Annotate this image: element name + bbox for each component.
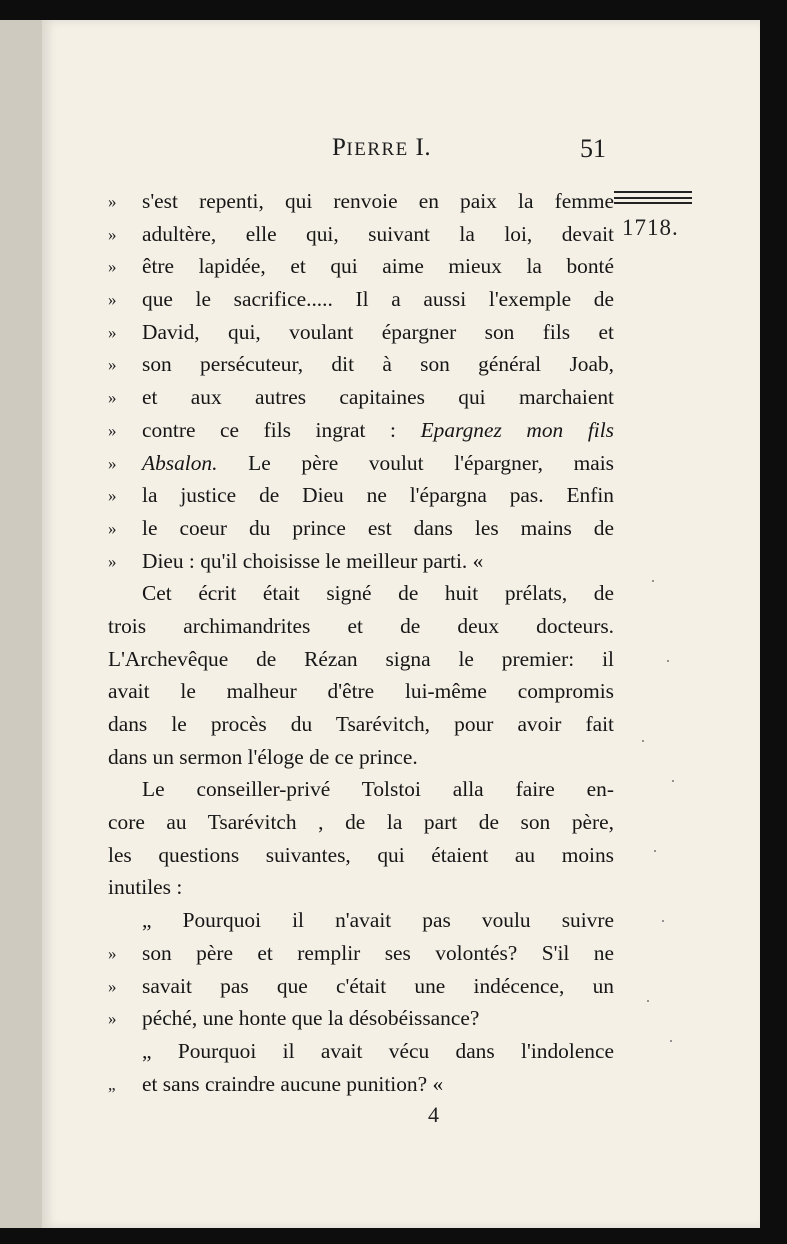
text-line — [108, 871, 614, 904]
line-text: adultère, elle qui, suivant la loi, devait — [142, 221, 614, 246]
line-text: avait le malheur d'être lui-même compromis — [108, 679, 614, 704]
text-line — [108, 675, 614, 708]
quote-mark: » — [108, 943, 117, 963]
text-line — [108, 348, 614, 381]
text-line — [108, 316, 614, 349]
line-text: son persécuteur, dit à son général Joab, — [142, 352, 614, 377]
body-text — [108, 185, 614, 1100]
line-text: que le sacrifice..... Il a aussi l'exemple de — [142, 287, 614, 312]
text-line — [108, 577, 614, 610]
line-text: Le conseiller-privé Tolstoi alla faire en- — [142, 777, 614, 802]
line-text: être lapidée, et qui aime mieux la bonté — [142, 254, 614, 279]
text-line — [108, 806, 614, 839]
line-text: et aux autres capitaines qui marchaient — [142, 385, 614, 410]
quote-mark: » — [108, 486, 117, 506]
text-line — [108, 512, 614, 545]
text-line — [108, 381, 614, 414]
page-header — [42, 128, 760, 168]
quote-mark: » — [108, 453, 117, 473]
quote-mark: » — [108, 192, 117, 211]
text-line — [108, 250, 614, 283]
line-text: L'Archevêque de Rézan signa le premier: il — [108, 646, 614, 671]
line-text: trois archimandrites et de deux docteurs. — [108, 613, 614, 638]
line-text: dans le procès du Tsarévitch, pour avoir fait — [108, 712, 614, 736]
running-head: PIERRE I. — [332, 134, 432, 161]
quote-mark: » — [108, 322, 117, 342]
text-line — [108, 1035, 614, 1068]
previous-page-edge — [0, 20, 44, 1228]
text-line — [108, 545, 614, 578]
text-line — [108, 708, 614, 741]
text-line — [108, 773, 614, 806]
margin-rule — [614, 202, 692, 204]
text-line — [108, 937, 614, 970]
line-text: Dieu : qu'il choisisse le meilleur parti. « — [142, 548, 484, 573]
line-text: son père et remplir ses volontés? S'il ne — [142, 940, 614, 965]
line-text: Cet écrit était signé de huit prélats, de — [142, 581, 614, 606]
quote-mark: » — [108, 224, 117, 244]
line-text: le coeur du prince est dans les mains de — [142, 515, 614, 540]
line-text: David, qui, voulant épargner son fils et — [142, 319, 614, 344]
line-text: „ Pourquoi il n'avait pas voulu suivre — [142, 908, 614, 933]
line-text: Le père voulut l'épargner, mais — [217, 450, 614, 475]
signature-mark: 4 — [428, 1102, 439, 1127]
text-line — [108, 479, 614, 512]
text-line — [108, 1068, 614, 1101]
quote-mark: » — [108, 257, 117, 277]
text-line — [108, 1002, 614, 1035]
margin-year-note: 1718. — [622, 215, 679, 240]
text-line — [108, 447, 614, 480]
margin-rule — [614, 197, 692, 199]
italic-text: Epargnez mon fils — [420, 417, 614, 442]
quote-mark: » — [108, 976, 117, 996]
line-text: dans un sermon l'éloge de ce prince. — [108, 744, 418, 769]
text-line — [108, 218, 614, 251]
text-line — [108, 904, 614, 937]
quote-mark: „ — [108, 1074, 116, 1094]
quote-mark: » — [108, 355, 117, 375]
text-line — [108, 610, 614, 643]
line-text: core au Tsarévitch , de la part de son père, — [108, 810, 614, 835]
line-text: et sans craindre aucune punition? « — [142, 1071, 444, 1096]
text-line — [108, 414, 614, 447]
text-line — [108, 741, 614, 774]
line-text: „ Pourquoi il avait vécu dans l'indolence — [142, 1038, 614, 1063]
quote-mark: » — [108, 388, 117, 408]
line-text: péché, une honte que la désobéissance? — [142, 1006, 480, 1031]
text-line — [108, 970, 614, 1003]
quote-mark: » — [108, 518, 117, 538]
quote-mark: » — [108, 420, 117, 440]
text-line — [108, 283, 614, 316]
margin-rule — [614, 191, 692, 193]
line-text: les questions suivantes, qui étaient au moins — [108, 842, 614, 867]
page-number: 51 — [580, 134, 606, 163]
line-text: savait pas que c'était une indécence, un — [142, 973, 614, 998]
line-text: inutiles : — [108, 875, 183, 900]
line-text: contre ce fils ingrat : — [142, 417, 396, 442]
text-line — [108, 185, 614, 218]
line-text: la justice de Dieu ne l'épargna pas. Enfin — [142, 483, 614, 508]
italic-text: Absalon. — [142, 450, 218, 475]
quote-mark: » — [108, 551, 117, 571]
quote-mark: » — [108, 290, 117, 310]
book-page — [42, 20, 760, 1228]
text-line — [108, 839, 614, 872]
text-line — [108, 643, 614, 676]
line-text: s'est repenti, qui renvoie en paix la femme — [142, 189, 614, 213]
quote-mark: » — [108, 1009, 117, 1029]
